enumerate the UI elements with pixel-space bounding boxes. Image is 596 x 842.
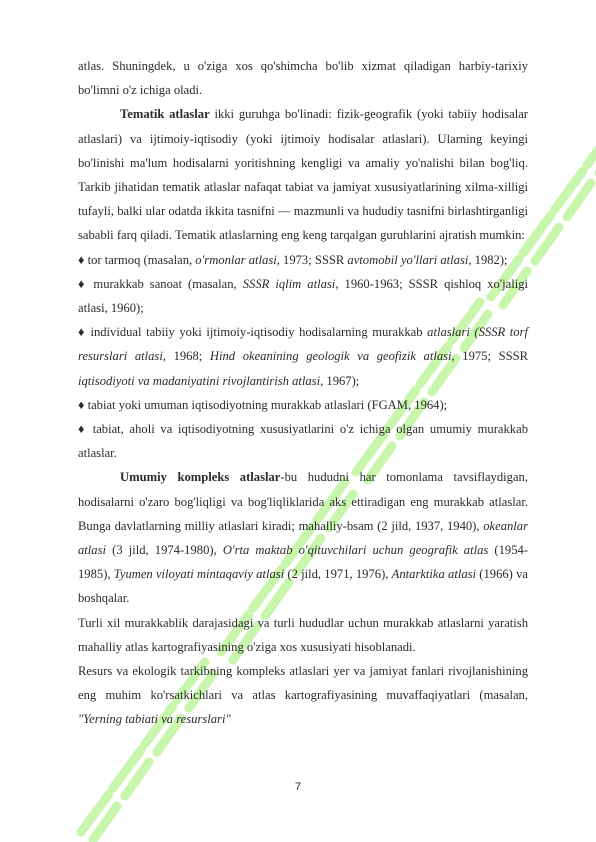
paragraph [78,320,528,393]
paragraph [78,272,528,320]
italic-title: okeanlar atlasi [78,518,528,558]
text-run: , 1968; [162,349,210,364]
text-run: Resurs va ekologik tarkibning kompleks atlaslari yer va jamiyat fanlari rivojlanishining eng muhim ko'rsatkichlari va atlas kartografiyasining muvaffaqiyatlari (masalan, [78,664,528,703]
italic-title: o'rmonlar atlasi [195,252,277,267]
text-run: , 1973; SSSR [276,252,348,267]
italic-title: O'rta maktab o'qituvchilari uchun geografik atlas [222,543,489,558]
page-number: 7 [294,781,302,793]
italic-title: Hind okeanining geologik va geofizik atlasi [209,349,452,364]
bold-term: Tematik atlaslar [120,107,210,122]
italic-title: iqtisodiyoti va madaniyatini rivojlantirish atlasi [78,373,321,388]
watermark-stroke [587,127,596,173]
italic-title: atlaslari (SSSR torf resurslari atlasi [78,325,528,364]
paragraph [78,54,528,102]
italic-title: "Yerning tabiati va resurslari" [78,712,231,727]
text-run: ♦ tabiat, aholi va iqtisodiyotning xususiyatlarini o'z ichiga olgan umumiy murakkab atlaslar. [78,422,528,461]
text-run: ♦ individual tabiiy yoki ijtimoiy-iqtisodiy hodisalarning murakkab [78,325,428,340]
text-run: , 1967); [320,373,360,388]
paragraph [78,659,528,732]
text-run: (1954-1985), [78,543,528,582]
italic-title: Tyumen viloyati mintaqaviy atlasi [113,567,285,582]
text-run: ♦ tor tarmoq (masalan, [78,252,196,267]
text-run: Turli xil murakkablik darajasidagi va turli hududlar uchun murakkab atlaslarni yaratish mahalliy atlas kartografiyasining o'ziga xos xususiyati hisoblanadi. [78,615,528,654]
paragraph [78,102,528,247]
paragraph [78,417,528,465]
italic-title: avtomobil yo'llari atlasi [347,252,469,267]
italic-title: SSSR iqlim atlasi [242,276,336,291]
body-text [78,54,528,732]
paragraph [78,393,528,417]
text-run: ♦ murakkab sanoat (masalan, [78,276,243,291]
italic-title: Antarktika atlasi [391,567,477,582]
text-run: -bu hududni har tomonlama tavsiflaydigan, hodisalarni o'zaro bog'liqligi va bog'liqliklarida aks ettiradigan eng murakkab atlaslar. Bunga davlatlarning milliy atlaslari kiradi; mahalliy-bsam (2 jild, 1937, 1940), [78,470,528,533]
watermark-stroke [523,215,559,261]
text-run: (1966) va boshqalar. [78,567,528,606]
text-run: atlas. Shuningdek, u o'ziga xos qo'shimcha bo'lib xizmat qiladigan harbiy-tarixiy bo'limni o'z ichiga oladi. [78,59,528,98]
paragraph [78,465,528,610]
text-run: (3 jild, 1974-1980), [106,543,223,558]
bold-term: Umumiy kompleks atlaslar [120,470,281,485]
watermark-stroke [81,794,117,840]
text-run: ikki guruhga bo'linadi: fizik-geografik (yoki tabiiy hodisalar atlaslari) va ijtimoiy-iqtisodiy (yoki ijtimoiy hodisalar atlaslari). Ularning keyingi bo'linishi ma'lum hodisalarni yoritishning kengligi va amaliy yo'nalishi bilan bog'liq. Tarkib jihatidan tematik atlaslar nafaqat tabiat va jamiyat xususiyatlarining xilma-xilligi tufayli, balki ular odatda ikkita tasnifni — mazmunli va hududiy tasnifni birlashtirganligi sababli farq qiladi. Tematik atlaslarning eng keng tarqalgan guruhlarini ajratish mumkin: [78,107,528,243]
text-run: ♦ tabiat yoki umuman iqtisodiyotning murakkab atlaslari (FGAM, 1964); [78,397,448,412]
text-run: , 1960-1963; SSSR qishloq xo'jaligi atlasi, 1960); [78,276,529,316]
paragraph [78,611,528,659]
text-run: , 1975; SSSR [451,349,528,364]
text-run: (2 jild, 1971, 1976), [284,567,392,582]
paragraph [78,248,528,272]
text-run: , 1982); [468,252,508,267]
watermark-stroke [555,171,591,217]
